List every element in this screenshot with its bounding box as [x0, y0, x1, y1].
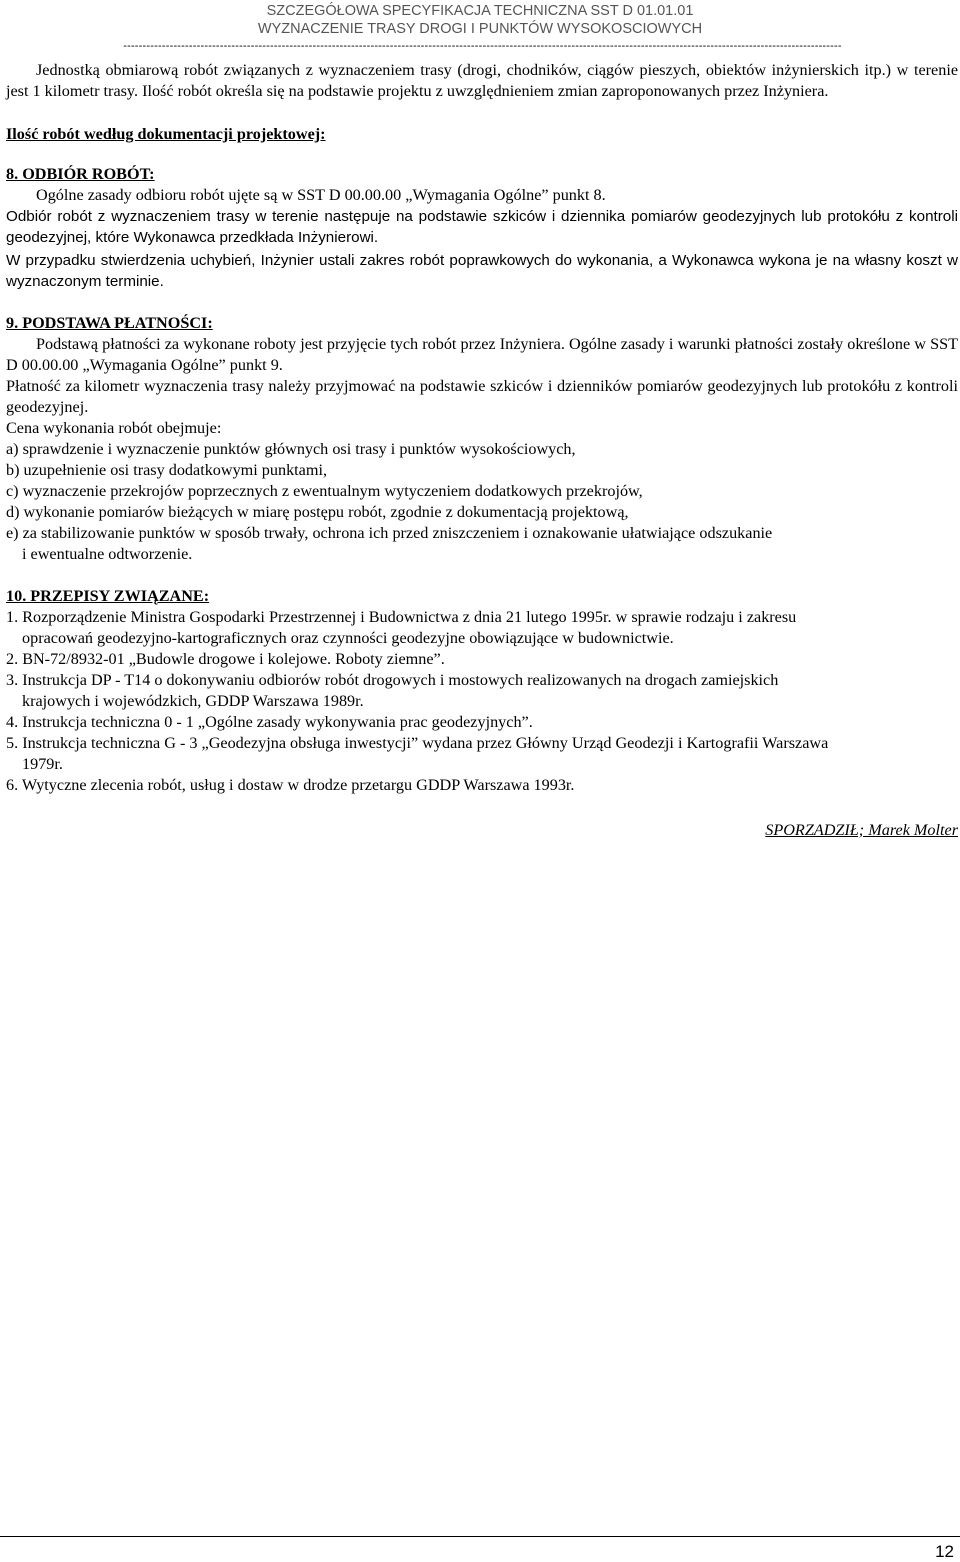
section-9-paragraph-2: Płatność za kilometr wyznaczenia trasy należy przyjmować na podstawie szkiców i dzienników pomiarów geodezyjnych lub protokółu z kontroli geodezyjnej. [6, 377, 958, 416]
page-number: 12 [935, 1542, 954, 1561]
regulation-item [6, 775, 574, 796]
section-9-paragraph-1: Podstawą płatności za wykonane roboty jest przyjęcie tych robót przez Inżyniera. Ogólne zasady i warunki płatności zostały określone w SST D 00.00.00 „Wymagania Ogólne” punkt 9. [6, 335, 958, 374]
list-item: c) wyznaczenie przekrojów poprzecznych z ewentualnym wytyczeniem dodatkowych przekrojów, [6, 482, 643, 500]
list-item: e) za stabilizowanie punktów w sposób trwały, ochrona ich przed zniszczeniem i oznakowanie ułatwiające odszukanie [6, 524, 773, 542]
regulation-item-continuation: opracowań geodezyjno-kartograficznych oraz czynności geodezyjne obowiązujące w budownictwie. [22, 629, 674, 647]
regulation-item [6, 649, 445, 670]
regulation-item-text: 4. Instrukcja techniczna 0 - 1 „Ogólne zasady wykonywania prac geodezyjnych”. [6, 713, 533, 731]
list-item: b) uzupełnienie osi trasy dodatkowymi punktami, [6, 461, 327, 479]
footer-divider [0, 1536, 960, 1537]
section-8-paragraph-3: W przypadku stwierdzenia uchybień, Inżynier ustali zakres robót poprawkowych do wykonania, a Wykonawca wykona je na własny koszt w wyznaczonym terminie. [6, 252, 958, 290]
regulation-item-text: 3. Instrukcja DP - T14 o dokonywaniu odbiorów robót drogowych i mostowych realizowanych na drogach zamiejskich [6, 671, 779, 689]
list-item: a) sprawdzenie i wyznaczenie punktów głównych osi trasy i punktów wysokościowych, [6, 440, 576, 458]
regulation-item [6, 733, 828, 775]
list-item-continuation: i ewentualne odtworzenie. [22, 545, 193, 563]
section-10-heading: 10. PRZEPISY ZWIĄZANE: [6, 587, 210, 605]
regulation-item-text: 5. Instrukcja techniczna G - 3 „Geodezyjna obsługa inwestycji” wydana przez Główny Urząd Geodezji i Kartografii Warszawa [6, 734, 829, 752]
intro-bold-line: Ilość robót według dokumentacji projektowej: [6, 125, 326, 143]
signature: SPORZADZIŁ; Marek Molter [765, 821, 958, 839]
section-8-paragraph-1: Ogólne zasady odbioru robót ujęte są w SST D 00.00.00 „Wymagania Ogólne” punkt 8. [36, 186, 606, 204]
regulation-item-continuation: 1979r. [22, 755, 63, 773]
header-title-line2: WYZNACZENIE TRASY DROGI I PUNKTÓW WYSOKOSCIOWYCH [257, 21, 703, 37]
page-header [0, 2, 960, 52]
regulation-item-continuation: krajowych i wojewódzkich, GDDP Warszawa 1989r. [22, 692, 364, 710]
section-9-paragraph-3: Cena wykonania robót obejmuje: [6, 419, 222, 437]
regulation-item [6, 712, 533, 733]
section-8-paragraph-2: Odbiór robót z wyznaczeniem trasy w terenie następuje na podstawie szkiców i dziennika pomiarów geodezyjnych lub protokółu z kontroli geodezyjnej, które Wykonawca przedkłada Inżynierowi. [6, 208, 958, 246]
section-8-heading: 8. ODBIÓR ROBÓT: [6, 165, 155, 183]
list-item: d) wykonanie pomiarów bieżących w miarę postępu robót, zgodnie z dokumentacją projektową, [6, 503, 629, 521]
regulation-item-text: 1. Rozporządzenie Ministra Gospodarki Przestrzennej i Budownictwa z dnia 21 lutego 1995r. w sprawie rodzaju i zakresu [6, 608, 797, 626]
regulation-item-text: 2. BN-72/8932-01 „Budowle drogowe i kolejowe. Roboty ziemne”. [6, 650, 445, 668]
regulation-item [6, 670, 778, 712]
regulation-item [6, 607, 796, 649]
header-divider: ------------------------------------------------------------------------------------------------------------------------------------------------------------------------------------------ [123, 40, 842, 52]
regulation-item-text: 6. Wytyczne zlecenia robót, usług i dostaw w drodze przetargu GDDP Warszawa 1993r. [6, 776, 575, 794]
section-9-heading: 9. PODSTAWA PŁATNOŚCI: [6, 314, 213, 332]
header-title-line1: SZCZEGÓŁOWA SPECYFIKACJA TECHNICZNA SST D 01.01.01 [266, 3, 694, 19]
intro-paragraph: Jednostką obmiarową robót związanych z wyznaczeniem trasy (drogi, chodników, ciągów pieszych, obiektów inżynierskich itp.) w terenie jest 1 kilometr trasy. Ilość robót określa się na podstawie projektu z uwzględnieniem zmian zaproponowanych przez Inżyniera. [6, 61, 958, 100]
